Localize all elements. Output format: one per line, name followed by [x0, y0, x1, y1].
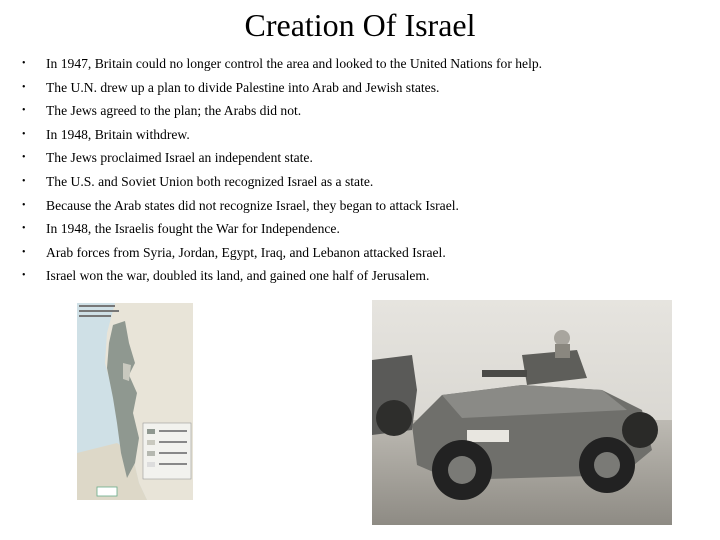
bullet-icon: •: [22, 58, 26, 69]
bullet-text: The Jews proclaimed Israel an independent state.: [46, 150, 313, 166]
bullet-text: Arab forces from Syria, Jordan, Egypt, Iraq, and Lebanon attacked Israel.: [46, 244, 446, 260]
list-item: [22, 217, 702, 241]
list-item: [22, 241, 702, 265]
list-item: [22, 264, 702, 288]
bullet-icon: •: [22, 81, 26, 93]
list-item: [22, 123, 702, 147]
bullet-text: Israel won the war, doubled its land, and gained one half of Jerusalem.: [46, 268, 430, 284]
bullet-icon: •: [22, 246, 26, 258]
bullet-icon: •: [22, 105, 26, 117]
bullet-text: In 1947, Britain could no longer control the area and looked to the United Nations for help.: [46, 56, 543, 71]
bullet-icon: •: [22, 175, 26, 187]
bullet-text: In 1948, Britain withdrew.: [46, 126, 190, 142]
bullet-text: The U.S. and Soviet Union both recognized Israel as a state.: [46, 173, 374, 189]
list-item: [22, 194, 702, 218]
map-icon: [77, 303, 193, 500]
bullet-list: [22, 52, 702, 288]
bullet-text: The Jews agreed to the plan; the Arabs did not.: [46, 103, 302, 119]
bullet-icon: •: [22, 199, 26, 211]
bullet-text: In 1948, the Israelis fought the War for Independence.: [46, 221, 340, 237]
list-item: [22, 99, 702, 123]
list-item: [22, 52, 702, 76]
bullet-icon: •: [22, 128, 26, 140]
israel-map-image: [77, 303, 193, 500]
armored-car-photo: [372, 300, 672, 525]
bullet-icon: •: [22, 223, 26, 235]
bullet-text: Because the Arab states did not recognize Israel, they began to attack Israel.: [46, 197, 459, 213]
bullet-icon: •: [22, 152, 26, 164]
photo-icon: [372, 300, 672, 525]
list-item: [22, 76, 702, 100]
bullet-icon: •: [22, 270, 26, 282]
list-item: [22, 170, 702, 194]
slide-title: Creation Of Israel: [244, 7, 476, 43]
bullet-text: The U.N. drew up a plan to divide Palestine into Arab and Jewish states.: [46, 79, 440, 95]
list-item: [22, 146, 702, 170]
